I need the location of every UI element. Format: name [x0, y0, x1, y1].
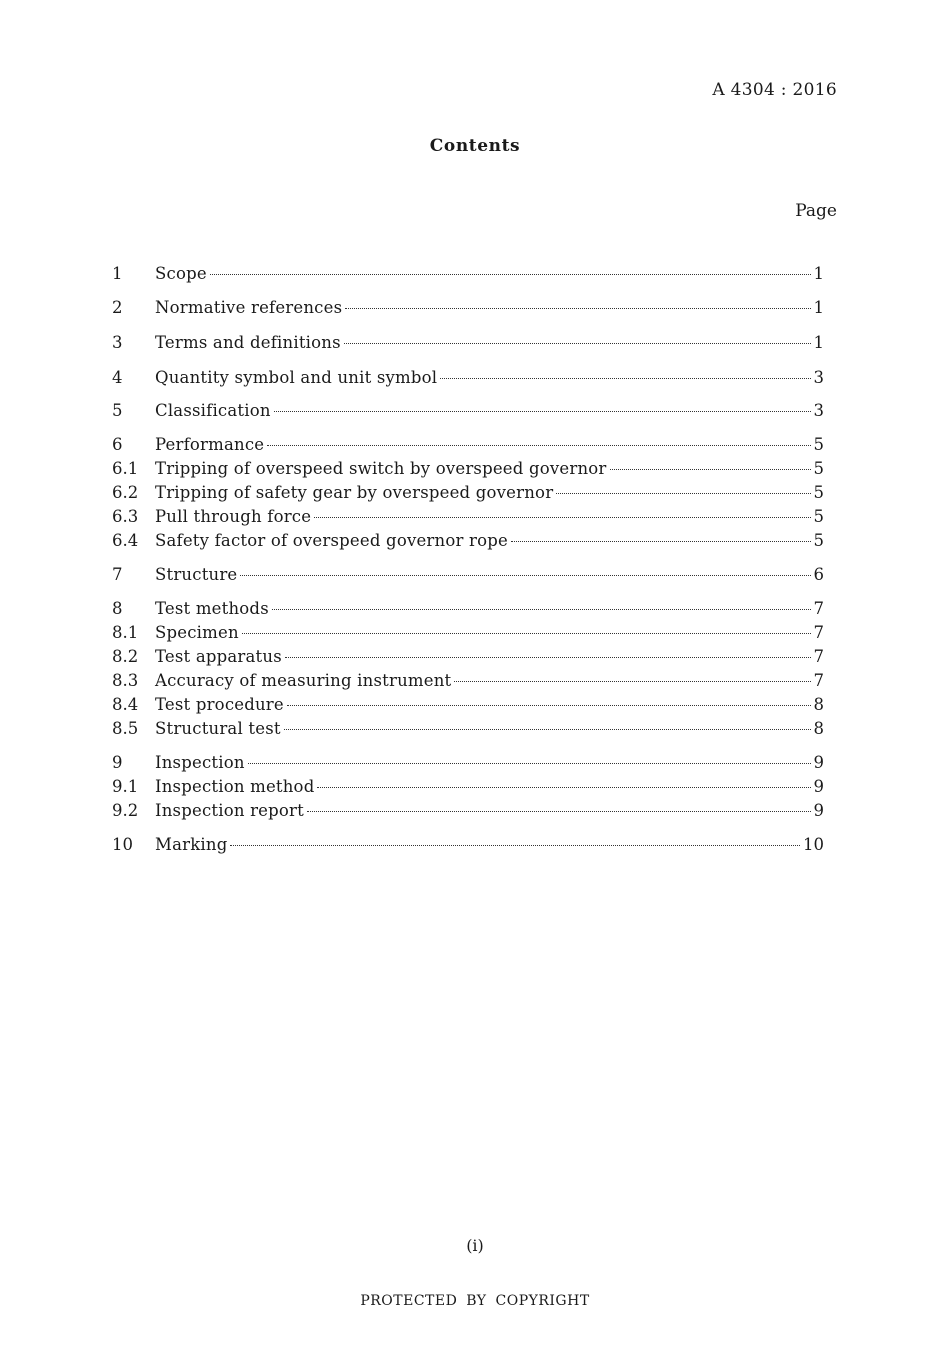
- toc-entry-number: 6.2: [112, 483, 139, 502]
- toc-entry[interactable]: [112, 670, 824, 692]
- toc-entry-title[interactable]: Scope: [155, 264, 207, 283]
- toc-entry-title[interactable]: Inspection: [155, 753, 245, 772]
- toc-entry-number: 9.2: [112, 801, 139, 820]
- toc-entry-page: 9: [813, 777, 824, 796]
- page-number: (i): [466, 1236, 484, 1255]
- toc-entry-title[interactable]: Terms and definitions: [155, 333, 341, 352]
- toc-dot-leader: [242, 633, 811, 634]
- toc-entry-number: 8.4: [112, 695, 139, 714]
- toc-entry-title[interactable]: Classification: [155, 401, 271, 420]
- toc-entry-number: 6.4: [112, 531, 139, 550]
- toc-dot-leader: [287, 705, 811, 706]
- toc-dot-leader: [210, 274, 811, 275]
- page-column-label: Page: [795, 201, 837, 221]
- toc-entry[interactable]: [112, 564, 824, 586]
- toc-entry-page: 1: [813, 333, 824, 352]
- toc-dot-leader: [511, 541, 811, 542]
- toc-entry-number: 8.2: [112, 647, 139, 666]
- toc-entry-title[interactable]: Specimen: [155, 623, 239, 642]
- toc-entry-title[interactable]: Test apparatus: [155, 647, 282, 666]
- toc-entry-page: 7: [813, 623, 824, 642]
- toc-entry-title[interactable]: Quantity symbol and unit symbol: [155, 368, 438, 387]
- toc-entry[interactable]: [112, 332, 824, 354]
- toc-entry[interactable]: [112, 434, 824, 456]
- toc-entry-number: 3: [112, 333, 123, 352]
- toc-entry-page: 5: [813, 507, 824, 526]
- toc-entry-number: 2: [112, 298, 123, 317]
- toc-entry-title[interactable]: Tripping of safety gear by overspeed governor: [155, 483, 554, 502]
- toc-entry[interactable]: [112, 263, 824, 285]
- toc-entry-title[interactable]: Inspection method: [155, 777, 315, 796]
- toc-entry-number: 8.1: [112, 623, 139, 642]
- toc-entry[interactable]: [112, 694, 824, 716]
- toc-entry[interactable]: [112, 834, 824, 856]
- toc-entry-number: 6.1: [112, 459, 139, 478]
- toc-dot-leader: [240, 575, 810, 576]
- toc-dot-leader: [230, 845, 800, 846]
- toc-dot-leader: [454, 681, 810, 682]
- toc-entry-page: 5: [813, 435, 824, 454]
- toc-entry-page: 9: [813, 753, 824, 772]
- toc-entry-page: 7: [813, 671, 824, 690]
- toc-entry[interactable]: [112, 718, 824, 740]
- toc-entry-number: 1: [112, 264, 123, 283]
- toc-entry-page: 3: [813, 368, 824, 387]
- toc-entry-title[interactable]: Safety factor of overspeed governor rope: [155, 531, 508, 550]
- toc-entry[interactable]: [112, 458, 824, 480]
- toc-dot-leader: [344, 343, 811, 344]
- toc-entry[interactable]: [112, 530, 824, 552]
- toc-entry[interactable]: [112, 800, 824, 822]
- toc-entry[interactable]: [112, 598, 824, 620]
- toc-entry-title[interactable]: Pull through force: [155, 507, 312, 526]
- toc-entry-number: 8: [112, 599, 123, 618]
- toc-entry[interactable]: [112, 367, 824, 389]
- toc-dot-leader: [267, 445, 810, 446]
- standard-number: A 4304 : 2016: [712, 80, 837, 100]
- toc-entry-page: 5: [813, 483, 824, 502]
- toc-dot-leader: [556, 493, 810, 494]
- toc-dot-leader: [314, 517, 810, 518]
- toc-dot-leader: [610, 469, 811, 470]
- toc-entry-page: 1: [813, 298, 824, 317]
- copyright-notice: PROTECTED BY COPYRIGHT: [360, 1293, 590, 1309]
- toc-entry-title[interactable]: Test methods: [155, 599, 269, 618]
- toc-dot-leader: [272, 609, 811, 610]
- toc-entry-title[interactable]: Tripping of overspeed switch by overspeed governor: [155, 459, 607, 478]
- toc-entry-title[interactable]: Structural test: [155, 719, 281, 738]
- toc-entry-number: 9.1: [112, 777, 139, 796]
- toc-entry-page: 10: [803, 835, 824, 854]
- toc-entry-title[interactable]: Inspection report: [155, 801, 304, 820]
- toc-entry-title[interactable]: Structure: [155, 565, 238, 584]
- toc-entry-page: 9: [813, 801, 824, 820]
- toc-entry-title[interactable]: Marking: [155, 835, 228, 854]
- toc-entry-number: 10: [112, 835, 133, 854]
- toc-entry[interactable]: [112, 622, 824, 644]
- toc-entry-page: 8: [813, 695, 824, 714]
- toc-entry-number: 6.3: [112, 507, 139, 526]
- toc-dot-leader: [307, 811, 811, 812]
- toc-entry-page: 5: [813, 459, 824, 478]
- toc-entry[interactable]: [112, 482, 824, 504]
- toc-entry-number: 8.5: [112, 719, 139, 738]
- toc-entry[interactable]: [112, 400, 824, 422]
- toc-entry-number: 7: [112, 565, 123, 584]
- toc-dot-leader: [345, 308, 810, 309]
- toc-entry-number: 4: [112, 368, 123, 387]
- toc-entry-page: 1: [813, 264, 824, 283]
- toc-entry[interactable]: [112, 506, 824, 528]
- toc-entry[interactable]: [112, 752, 824, 774]
- toc-entry-number: 6: [112, 435, 123, 454]
- toc-entry-page: 7: [813, 599, 824, 618]
- toc-entry-page: 8: [813, 719, 824, 738]
- toc-entry-page: 5: [813, 531, 824, 550]
- toc-entry[interactable]: [112, 646, 824, 668]
- toc-entry-title[interactable]: Test procedure: [155, 695, 284, 714]
- toc-entry-title[interactable]: Accuracy of measuring instrument: [155, 671, 452, 690]
- toc-entry-number: 5: [112, 401, 123, 420]
- toc-dot-leader: [285, 657, 811, 658]
- toc-entry-number: 8.3: [112, 671, 139, 690]
- toc-entry[interactable]: [112, 776, 824, 798]
- toc-entry-page: 6: [813, 565, 824, 584]
- toc-dot-leader: [317, 787, 810, 788]
- toc-entry-title[interactable]: Normative references: [155, 298, 343, 317]
- contents-title: Contents: [429, 136, 521, 156]
- toc-dot-leader: [440, 378, 810, 379]
- toc-entry-number: 9: [112, 753, 123, 772]
- toc-entry-title[interactable]: Performance: [155, 435, 265, 454]
- toc-dot-leader: [248, 763, 811, 764]
- toc-dot-leader: [274, 411, 811, 412]
- toc-dot-leader: [284, 729, 811, 730]
- toc-entry[interactable]: [112, 297, 824, 319]
- toc-entry-page: 3: [813, 401, 824, 420]
- toc-entry-page: 7: [813, 647, 824, 666]
